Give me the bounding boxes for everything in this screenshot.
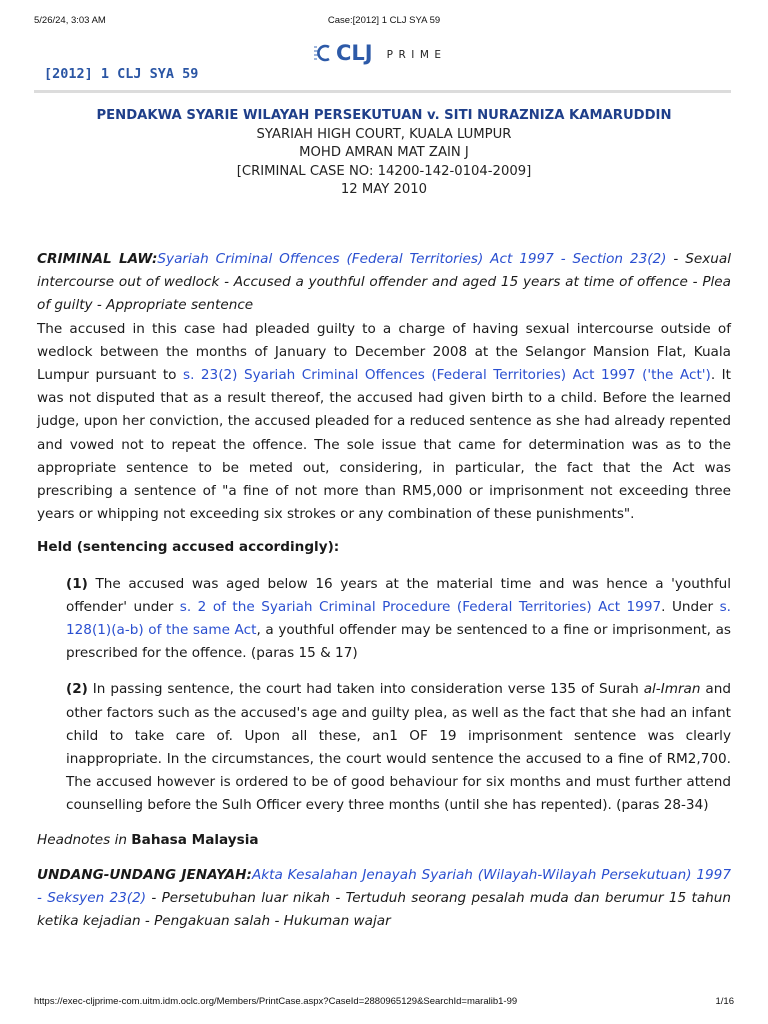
statute-link[interactable]: Syariah Criminal Offences (Federal Territories) Act 1997 - Section 23(2) bbox=[157, 251, 667, 267]
logo-product: PRIME bbox=[386, 49, 447, 61]
case-number: [CRIMINAL CASE NO: 14200-142-0104-2009] bbox=[236, 163, 532, 179]
summary-text-cont: . It was not disputed that as a result thereof, the accused had given birth to a child. Before the learned judge, upon her conviction, the accused pleaded for a reduced sentence as she had already repented and vowed not to repeat the offence. The sole issue that came for determination was as to the appropriate sentence to be meted out, considering, in particular, the fact that the Act was prescribing a sentence of "a fine of not more than RM5,000 or imprisonment not exceeding three years or whipping not exceeding six strokes or any combination of these punishments". bbox=[37, 367, 732, 523]
holding-text: . Under bbox=[661, 598, 720, 615]
section-128-link[interactable]: s. 128(1)(a-b) of the same Act bbox=[66, 598, 731, 639]
holding-text: In passing sentence, the court had taken into consideration verse 135 of Surah bbox=[87, 681, 644, 698]
holding-number: (1) bbox=[66, 575, 88, 592]
surah-name: al-Imran bbox=[643, 681, 701, 698]
decision-date: 12 MAY 2010 bbox=[340, 182, 428, 197]
statute-link-bm[interactable]: Akta Kesalahan Jenayah Syariah (Wilayah-Wilayah Persekutuan) 1997 - Seksyen 23(2) bbox=[37, 866, 731, 907]
held-heading: Held (sentencing accused accordingly): bbox=[37, 539, 340, 556]
case-summary bbox=[37, 318, 731, 527]
holding-text: and other factors such as the accused's age and guilty plea, as well as the fact that she had an infant child to take care of. Upon all these, an1 OF 19 imprisonment sentence was clearly inappropriate. In the circumstances, the court would sentence the accused to a fine of RM2,700. The accused however is ordered to be of good behaviour for six months and must further attend counselling before the Sulh Officer every three months (until she has repented). (paras 28-34) bbox=[66, 681, 731, 814]
holding-2 bbox=[66, 678, 731, 817]
catchwords bbox=[37, 248, 731, 318]
holding-text: , a youthful offender may be sentenced to a fine or imprisonment, as prescribed for the offence. (paras 15 & 17) bbox=[66, 622, 731, 662]
print-url: https://exec-cljprime-com.uitm.idm.oclc.org/Members/PrintCase.aspx?CaseId=2880965129&SearchId=maralib1-99 bbox=[34, 996, 518, 1007]
court-name: SYARIAH HIGH COURT, KUALA LUMPUR bbox=[256, 126, 512, 142]
headnotes-label bbox=[37, 829, 731, 852]
summary-text: The accused in this case had pleaded guilty to a charge of having sexual intercourse outside of wedlock between the months of January to December 2008 at the Selangor Mansion Flat, Kuala Lumpur pursuant to bbox=[37, 320, 731, 384]
catchwords-label: CRIMINAL LAW: bbox=[37, 251, 158, 267]
holding-1 bbox=[66, 573, 731, 666]
holding-number: (2) bbox=[66, 681, 88, 698]
headnotes-language: Bahasa Malaysia bbox=[131, 831, 259, 848]
judge-name: MOHD AMRAN MAT ZAIN J bbox=[299, 145, 469, 160]
holding-text: The accused was aged below 16 years at the material time and was hence a 'youthful offender' under bbox=[66, 575, 731, 615]
catchwords-bm-label: UNDANG-UNDANG JENAYAH: bbox=[37, 866, 252, 883]
catchwords-bm bbox=[37, 864, 731, 934]
print-datetime: 5/26/24, 3:03 AM bbox=[34, 15, 106, 26]
case-parties: PENDAKWA SYARIE WILAYAH PERSEKUTUAN v. SITI NURAZNIZA KAMARUDDIN bbox=[96, 108, 672, 123]
logo-brand: CLJ bbox=[336, 41, 373, 65]
headnotes-prefix: Headnotes in bbox=[37, 831, 132, 848]
print-title: Case:[2012] 1 CLJ SYA 59 bbox=[327, 15, 441, 26]
procedure-act-link[interactable]: s. 2 of the Syariah Criminal Procedure (Federal Territories) Act 1997 bbox=[179, 598, 662, 615]
case-body bbox=[37, 248, 731, 933]
logo-mark-icon bbox=[314, 44, 332, 62]
act-section-link[interactable]: s. 23(2) Syariah Criminal Offences (Federal Territories) Act 1997 ('the Act') bbox=[183, 367, 711, 384]
case-citation: [2012] 1 CLJ SYA 59 bbox=[44, 66, 199, 82]
catchwords-text: - Sexual intercourse out of wedlock - Accused a youthful offender and aged 15 years at time of offence - Plea of guilty - Appropriate sentence bbox=[37, 251, 731, 314]
citation-bar bbox=[34, 62, 731, 93]
case-header bbox=[34, 107, 734, 200]
catchwords-bm-text: - Persetubuhan luar nikah - Tertuduh seorang pesalah muda dan berumur 15 tahun ketika kejadian - Pengakuan salah - Hukuman wajar bbox=[37, 890, 731, 930]
page-number: 1/16 bbox=[715, 996, 734, 1007]
